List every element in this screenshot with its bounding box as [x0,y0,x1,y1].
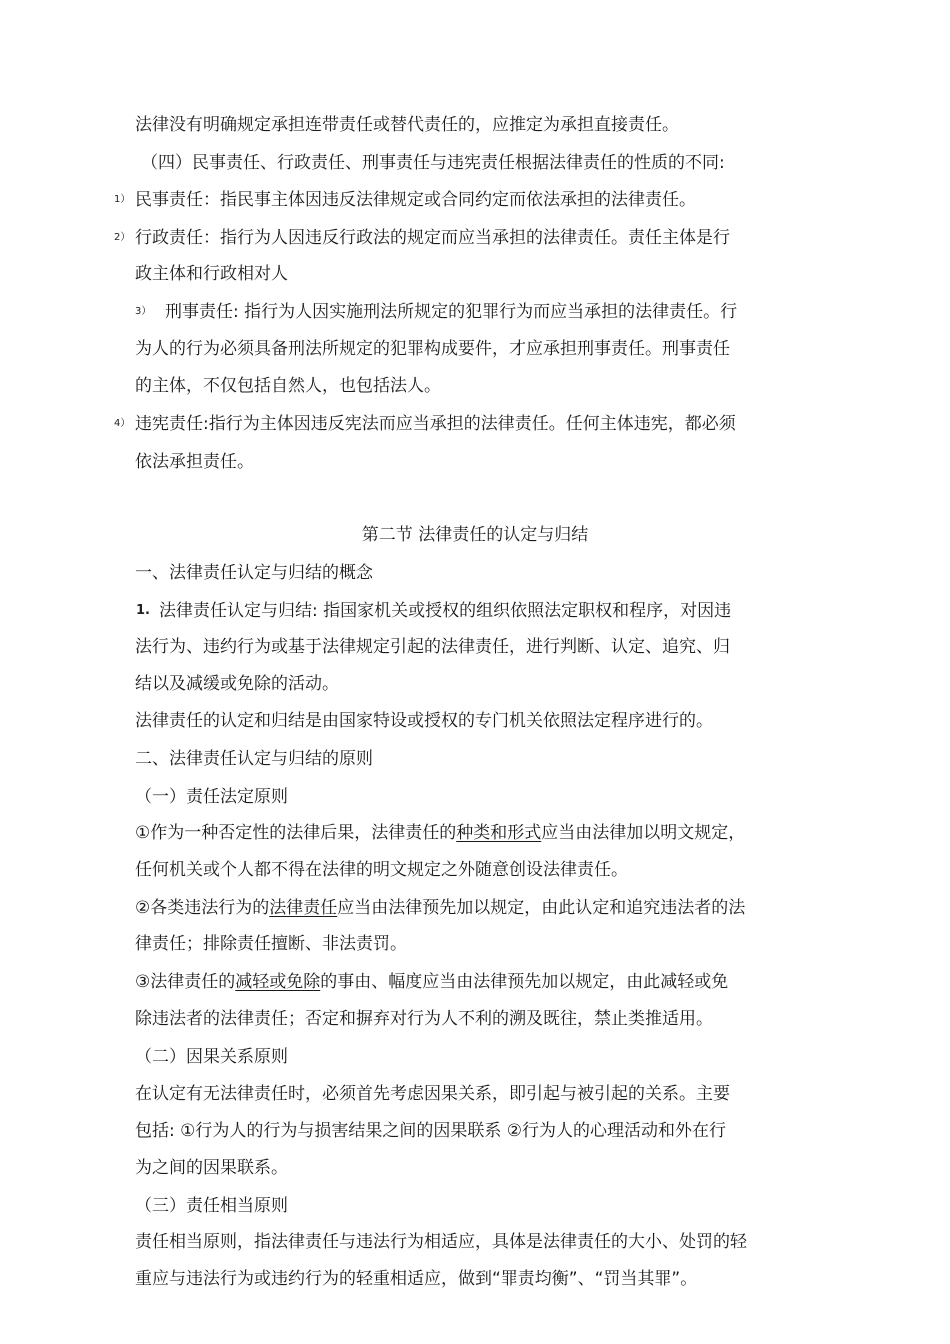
list-item-text: 政主体和行政相对人 [135,264,288,284]
underlined-term: 种类和形式 [456,823,542,843]
underlined-term: 法律责任 [269,898,338,918]
paragraph-text: 为之间的因果联系。 [135,1158,288,1178]
paragraph-text: ②各类违法行为的法律责任应当由法律预先加以规定，由此认定和追究违法者的法 [135,898,746,918]
paragraph-text: ①作为一种否定性的法律后果，法律责任的种类和形式应当由法律加以明文规定， [135,823,746,843]
list-item-text: 违宪责任:指行为主体因违反宪法而应当承担的法律责任。任何主体违宪，都必须 [135,414,736,434]
text-line: 法律没有明确规定承担连带责任或替代责任的，应推定为承担直接责任。 [135,115,679,135]
list-item-text: 的主体，不仅包括自然人，也包括法人。 [135,376,441,396]
list-number: 1） [114,194,131,205]
paragraph-text: 律责任；排除责任擅断、非法责罚。 [135,934,407,954]
heading: 一、法律责任认定与归结的概念 [135,563,373,583]
section-title: 第二节 法律责任的认定与归结 [361,525,589,545]
list-number: 2） [114,232,131,243]
paragraph-text: 除违法者的法律责任；否定和摒弃对行为人不利的溯及既往，禁止类推适用。 [135,1009,713,1029]
list-item-text: 刑事责任: 指行为人因实施刑法所规定的犯罪行为而应当承担的法律责任。行 [165,302,738,322]
paragraph-text: 责任相当原则，指法律责任与违法行为相适应，具体是法律责任的大小、处罚的轻 [135,1232,747,1252]
paragraph-text: 重应与违法行为或违约行为的轻重相适应，做到“罪责均衡”、“罚当其罪”。 [135,1269,698,1289]
list-item-text: 为人的行为必须具备刑法所规定的犯罪构成要件，才应承担刑事责任。刑事责任 [135,339,730,359]
heading: 二、法律责任认定与归结的原则 [135,749,373,769]
list-item-text: 依法承担责任。 [135,452,254,472]
subheading: （一）责任法定原则 [135,787,288,807]
list-item-text: 行政责任：指行为人因违反行政法的规定而应当承担的法律责任。责任主体是行 [135,228,730,248]
text-line: （四）民事责任、行政责任、刑事责任与违宪责任根据法律责任的性质的不同: [141,153,725,173]
paragraph-text: 结以及减缓或免除的活动。 [135,674,339,694]
list-number: 3） [135,306,152,317]
underlined-term: 减轻或免除 [235,972,321,992]
list-number: 4） [114,418,131,429]
subheading: （三）责任相当原则 [135,1196,288,1216]
paragraph-text: 任何机关或个人都不得在法律的明文规定之外随意创设法律责任。 [135,860,628,880]
subheading: （二）因果关系原则 [135,1047,288,1067]
paragraph-text: 法律责任认定与归结: 指国家机关或授权的组织依照法定职权和程序，对因违 [159,601,732,621]
paragraph-number: 1. [136,603,150,618]
paragraph-text: 包括: ①行为人的行为与损害结果之间的因果联系 ②行为人的心理活动和外在行 [135,1121,727,1141]
paragraph-text: 法行为、违约行为或基于法律规定引起的法律责任，进行判断、认定、追究、归 [135,637,730,657]
list-item-text: 民事责任：指民事主体因违反法律规定或合同约定而依法承担的法律责任。 [135,190,696,210]
paragraph-text: 法律责任的认定和归结是由国家特设或授权的专门机关依照法定程序进行的。 [135,711,713,731]
paragraph-text: ③法律责任的减轻或免除的事由、幅度应当由法律预先加以规定，由此减轻或免 [135,972,729,992]
paragraph-text: 在认定有无法律责任时，必须首先考虑因果关系，即引起与被引起的关系。主要 [135,1084,730,1104]
